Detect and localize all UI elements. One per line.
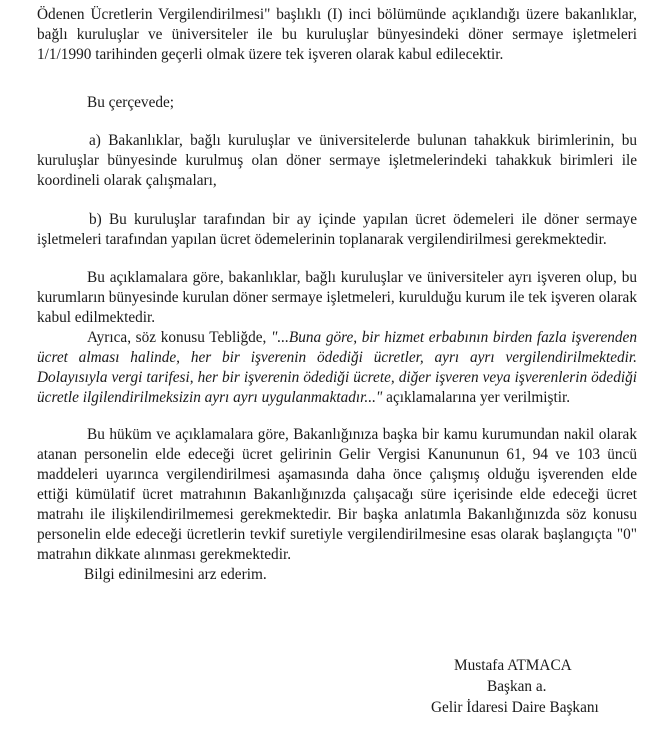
paragraph-item-a: a) Bakanlıklar, bağlı kuruluşlar ve üniversitelerde bulunan tahakkuk birimlerinin, bu kuruluşlar bünyesinde kurulmuş olan döner sermaye işletmelerindeki tahakkuk birimleri ile koordineli olarak çalışmaları, xyxy=(37,132,637,189)
quote-end: açıklamalarına yer verilmiştir. xyxy=(382,389,571,406)
paragraph-closing: Bilgi edinilmesini arz ederim. xyxy=(84,566,267,583)
signatory-department: Gelir İdaresi Daire Başkanı xyxy=(431,699,599,716)
paragraph-ruling: Bu hüküm ve açıklamalara göre, Bakanlığınıza başka bir kamu kurumundan nakil olarak atanan personelin elde edeceği ücret gelirinin Gelir Vergisi Kanununun 61, 94 ve 103 üncü maddeleri uyarınca vergilendirilmesi aşamasında daha önce çalışmış olduğu işverenden elde ettiği kümülatif ücret matrahının Bakanlığınızda çalışacağı süre içerisinde elde edeceği ücret matrahı ile ilişkilendirilmemesi gerekmektedir. Bir başka anlatımla Bakanlığınızda söz konusu personelin elde edeceği ücretlerin tevkif suretiyle vergilendirilmesine esas olarak başlangıçta "0" matrahın dikkate alınması gerekmektedir. xyxy=(37,426,637,563)
paragraph-explanation: Bu açıklamalara göre, bakanlıklar, bağlı kuruluşlar ve üniversiteler ayrı işveren olup, bu kurumların bünyesinde kurulan döner sermaye işletmeleri, kurulduğu kurum ile tek işveren olarak kabul edilmektedir. xyxy=(37,269,637,326)
quote-text: "...Buna göre, bir hizmet erbabının birden fazla işverenden ücret alması halinde, her bir işverenin ödediği ücretler, ayrı ayrı vergilendirilmektedir. Dolayısıyla vergi tarifesi, her bir işverenin ödediği ücrete, diğer işveren veya işverenlerin ödediği ücretle ilgilendirilmeksizin ayrı ayrı uygulanmaktadır..." xyxy=(37,329,637,406)
paragraph-item-b: b) Bu kuruluşlar tarafından bir ay içinde yapılan ücret ödemeleri ile döner sermaye işletmeleri tarafından yapılan ücret ödemelerinin toplanarak vergilendirilmesi gerekmektedir. xyxy=(37,211,637,248)
paragraph-tax-intro: Ödenen Ücretlerin Vergilendirilmesi" başlıklı (I) inci bölümünde açıklandığı üzere bakanlıklar, bağlı kuruluşlar ve üniversiteler ile bu kuruluşlar bünyesindeki döner sermaye işletmeleri 1/1/1990 tarihinden geçerli olmak üzere tek işveren olarak kabul edilecektir. xyxy=(37,6,637,63)
paragraph-communique-quote xyxy=(37,328,637,408)
signatory-name: Mustafa ATMACA xyxy=(454,657,572,674)
quote-intro: Ayrıca, söz konusu Tebliğde, xyxy=(87,329,271,346)
paragraph-framework: Bu çerçevede; xyxy=(87,94,175,111)
signatory-title: Başkan a. xyxy=(487,678,547,695)
